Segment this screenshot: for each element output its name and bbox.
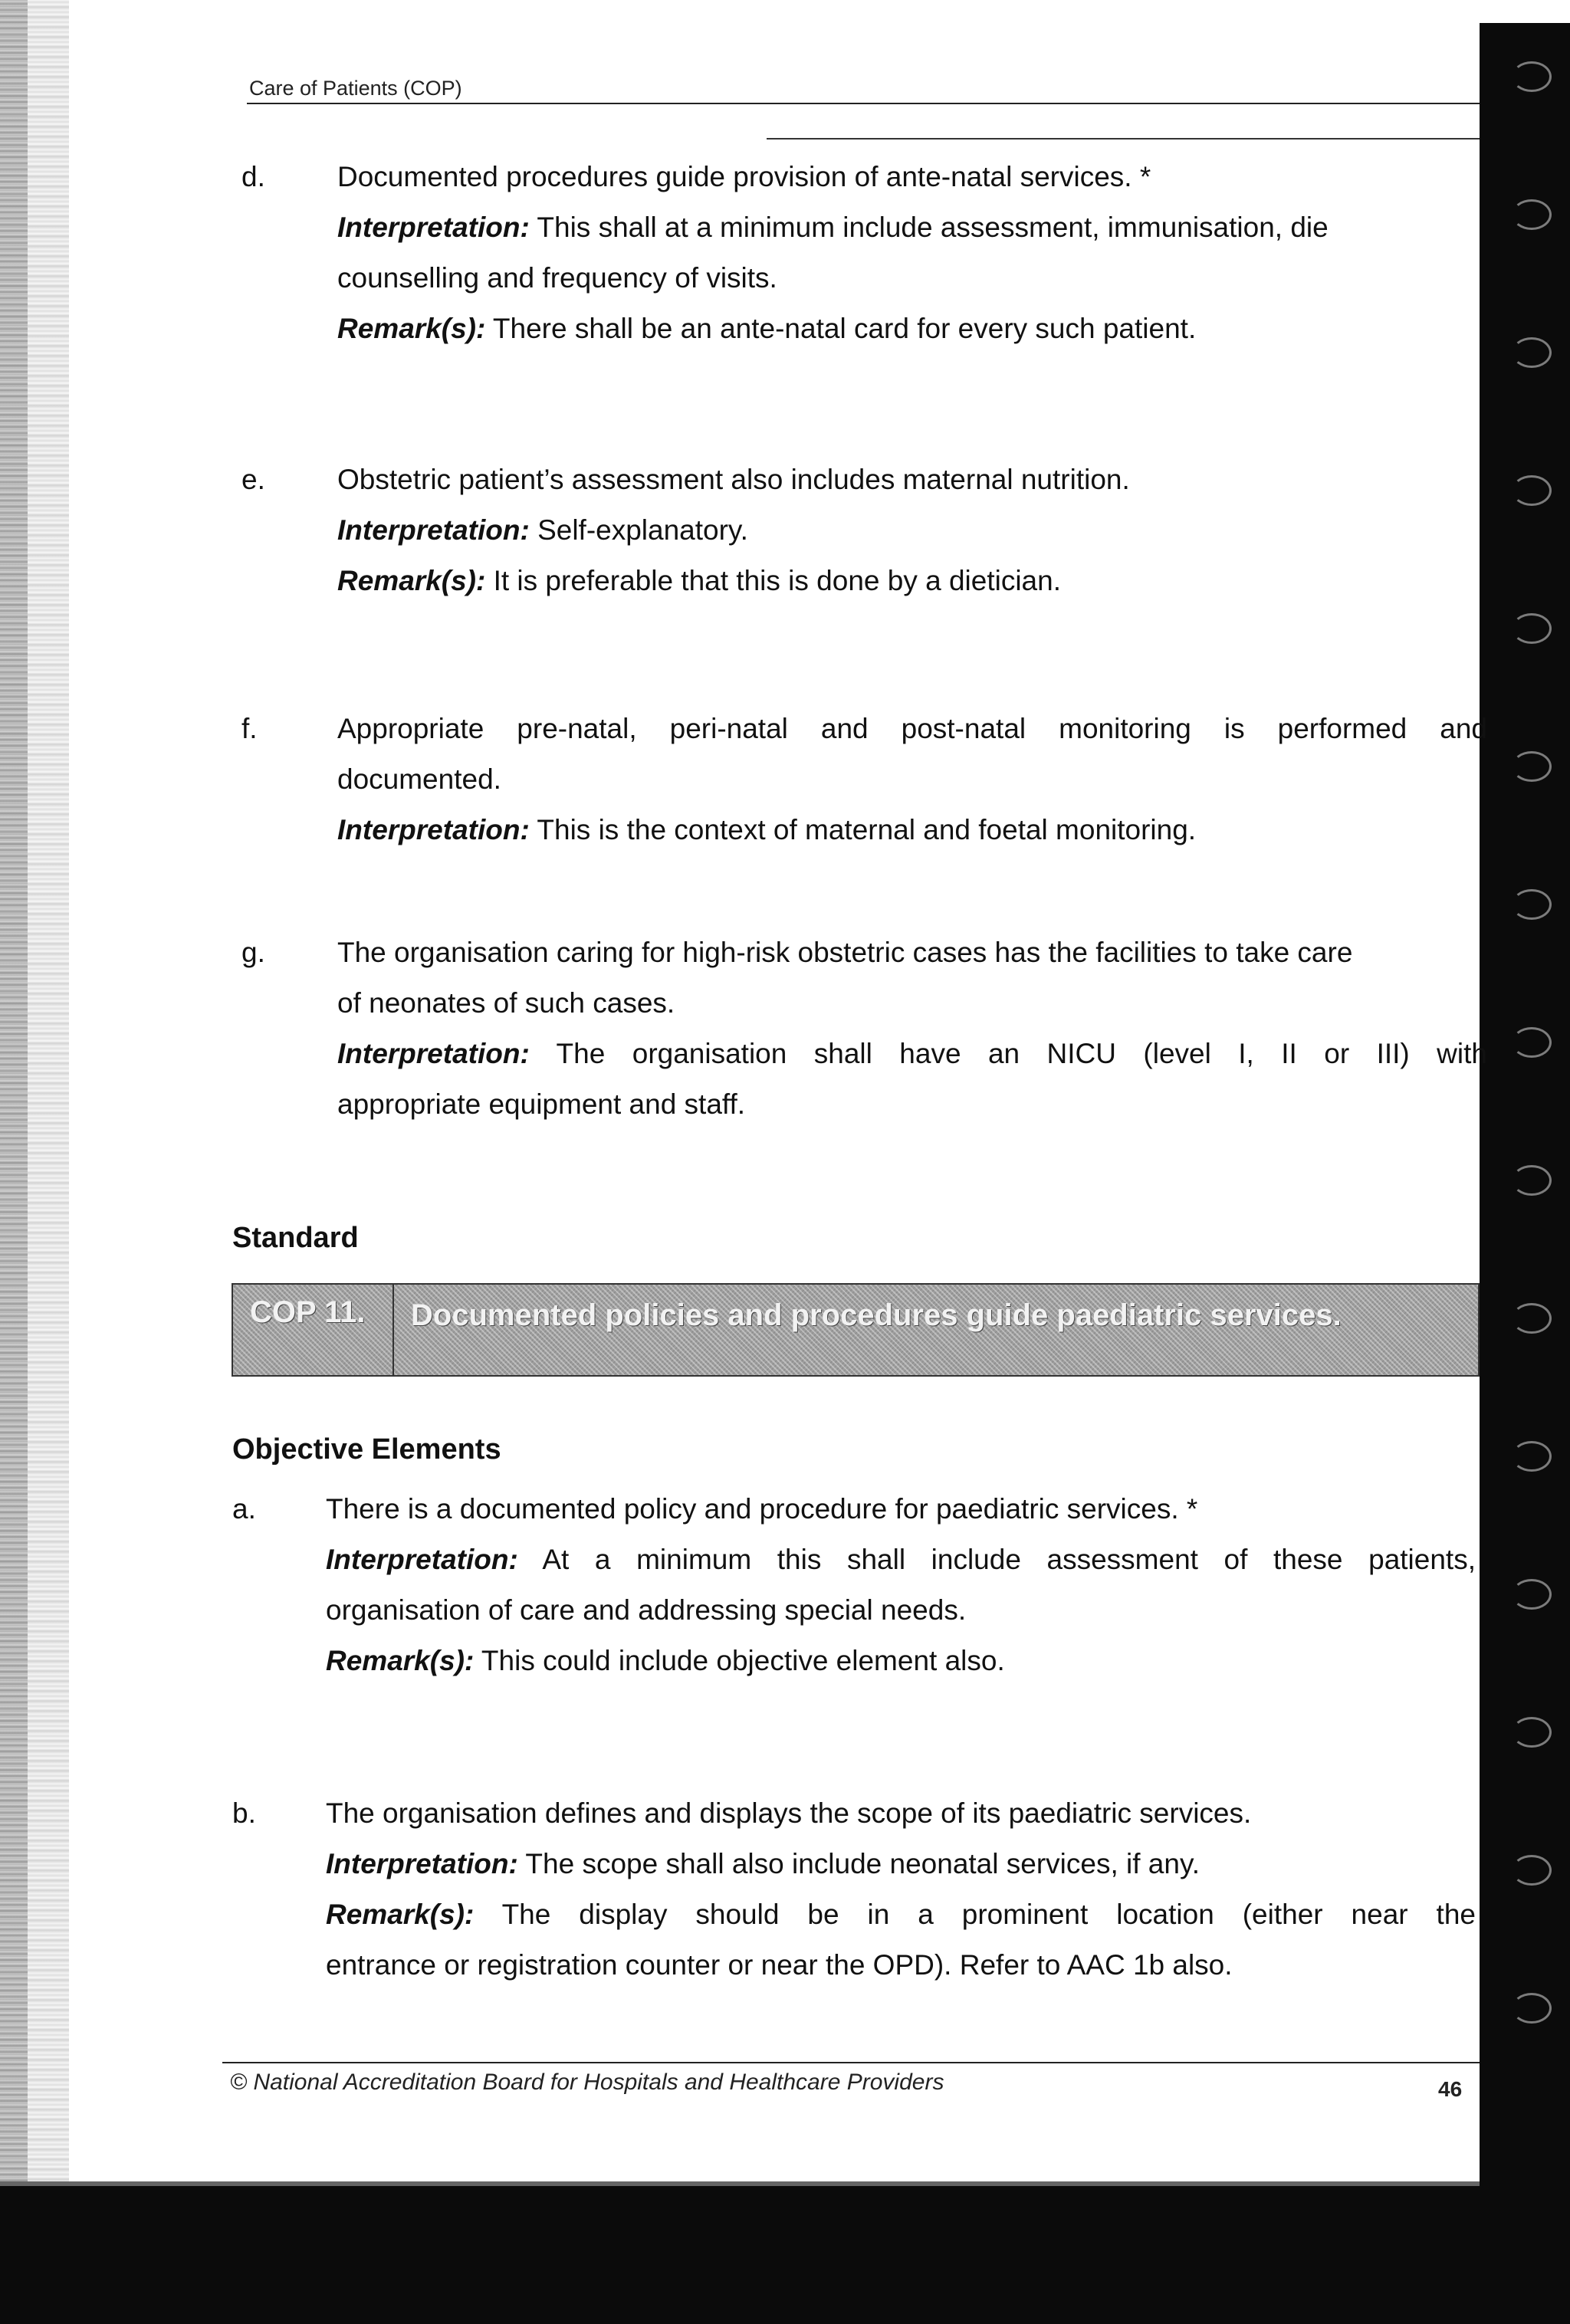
- remarks-line: [337, 304, 1480, 354]
- item-marker: a.: [232, 1493, 256, 1525]
- binding-ring: [1512, 1165, 1552, 1196]
- remarks-line: [337, 556, 1480, 606]
- interpretation-text: Self-explanatory.: [537, 514, 748, 546]
- footer-rule: [222, 2062, 1480, 2063]
- interpretation-text: The scope shall also include neonatal services, if any.: [525, 1848, 1200, 1879]
- interpretation-continuation: counselling and frequency of visits.: [337, 262, 777, 294]
- remarks-text: The display should be in a prominent location (either near the: [501, 1899, 1476, 1930]
- running-header: Care of Patients (COP): [249, 77, 462, 100]
- binding-ring: [1512, 1303, 1552, 1334]
- remarks-label: Remark(s):: [326, 1899, 475, 1930]
- standard-box: [232, 1283, 1480, 1377]
- item-text: The organisation defines and displays the scope of its paediatric services.: [326, 1797, 1252, 1829]
- page-number: 46: [1438, 2077, 1463, 2101]
- binding-ring: [1512, 1441, 1552, 1472]
- item-text: There is a documented policy and procedure for paediatric services. *: [326, 1493, 1198, 1525]
- interpretation-text: This shall at a minimum include assessment, immunisation, die: [537, 212, 1329, 243]
- scan-bottom-band: [0, 2186, 1570, 2324]
- item-marker: f.: [241, 713, 258, 744]
- binding-ring: [1512, 613, 1552, 644]
- remarks-text: This could include objective element also.: [481, 1645, 1005, 1676]
- interpretation-label: Interpretation:: [337, 814, 530, 845]
- interpretation-label: Interpretation:: [326, 1544, 518, 1575]
- remarks-line: [326, 1636, 1480, 1686]
- standard-text: Documented policies and procedures guide paediatric services.: [411, 1298, 1342, 1332]
- binding-ring: [1512, 61, 1552, 92]
- binding-ring: [1512, 1027, 1552, 1058]
- binding-ring: [1512, 475, 1552, 506]
- item-text: Documented procedures guide provision of ante-natal services. *: [337, 161, 1151, 192]
- binding-ring: [1512, 1855, 1552, 1886]
- item-marker: d.: [241, 161, 265, 192]
- item-marker: g.: [241, 937, 265, 968]
- interpretation-line: [326, 1839, 1480, 1889]
- item-content: [326, 1484, 1480, 1686]
- interpretation-label: Interpretation:: [326, 1848, 518, 1879]
- interpretation-continuation: organisation of care and addressing special needs.: [326, 1594, 967, 1626]
- remarks-continuation: entrance or registration counter or near the OPD). Refer to AAC 1b also.: [326, 1949, 1233, 1981]
- binding-ring: [1512, 1579, 1552, 1610]
- item-content: [326, 1788, 1480, 1991]
- binding-ring: [1512, 1717, 1552, 1748]
- interpretation-text: At a minimum this shall include assessment of these patients,: [542, 1544, 1476, 1575]
- remarks-line: [326, 1889, 1476, 1940]
- objective-elements-heading: Objective Elements: [232, 1433, 501, 1466]
- binding-ring: [1512, 889, 1552, 920]
- interpretation-label: Interpretation:: [337, 1038, 530, 1069]
- interpretation-continuation: appropriate equipment and staff.: [337, 1088, 746, 1120]
- standard-code: COP 11.: [233, 1285, 394, 1375]
- header-rule: [247, 103, 1480, 104]
- interpretation-line: [337, 805, 1480, 855]
- interpretation-text: This is the context of maternal and foetal monitoring.: [537, 814, 1197, 845]
- item-marker: b.: [232, 1797, 256, 1829]
- item-text-continuation: of neonates of such cases.: [337, 987, 675, 1019]
- remarks-text: There shall be an ante-natal card for every such patient.: [492, 313, 1197, 344]
- item-text: Obstetric patient’s assessment also includes maternal nutrition.: [337, 464, 1130, 495]
- interpretation-text: The organisation shall have an NICU (level I, II or III) with: [556, 1038, 1487, 1069]
- item-content: [337, 704, 1487, 855]
- interpretation-label: Interpretation:: [337, 514, 530, 546]
- item-content: [337, 152, 1480, 354]
- remarks-label: Remark(s):: [337, 313, 486, 344]
- footer-copyright: © National Accreditation Board for Hospitals and Healthcare Providers: [230, 2070, 944, 2095]
- remarks-label: Remark(s):: [337, 565, 486, 596]
- remarks-text: It is preferable that this is done by a dietician.: [493, 565, 1061, 596]
- item-content: [337, 455, 1480, 606]
- item-text: The organisation caring for high-risk obstetric cases has the facilities to take care: [337, 937, 1353, 968]
- binding-ring: [1512, 751, 1552, 782]
- binding-ring: [1512, 199, 1552, 230]
- interpretation-label: Interpretation:: [337, 212, 530, 243]
- binding-ring: [1512, 337, 1552, 368]
- item-text: Appropriate pre-natal, peri-natal and post-natal monitoring is performed and: [337, 713, 1487, 744]
- binding-ring: [1512, 1993, 1552, 2024]
- interpretation-line: [337, 1029, 1487, 1079]
- remarks-label: Remark(s):: [326, 1645, 475, 1676]
- standard-heading: Standard: [232, 1222, 359, 1254]
- interpretation-line: [326, 1535, 1476, 1585]
- item-marker: e.: [241, 464, 265, 495]
- interpretation-line: [337, 202, 1480, 253]
- item-content: [337, 927, 1487, 1130]
- interpretation-line: [337, 505, 1480, 556]
- header-rule-secondary: [767, 138, 1480, 140]
- item-text-continuation: documented.: [337, 763, 501, 795]
